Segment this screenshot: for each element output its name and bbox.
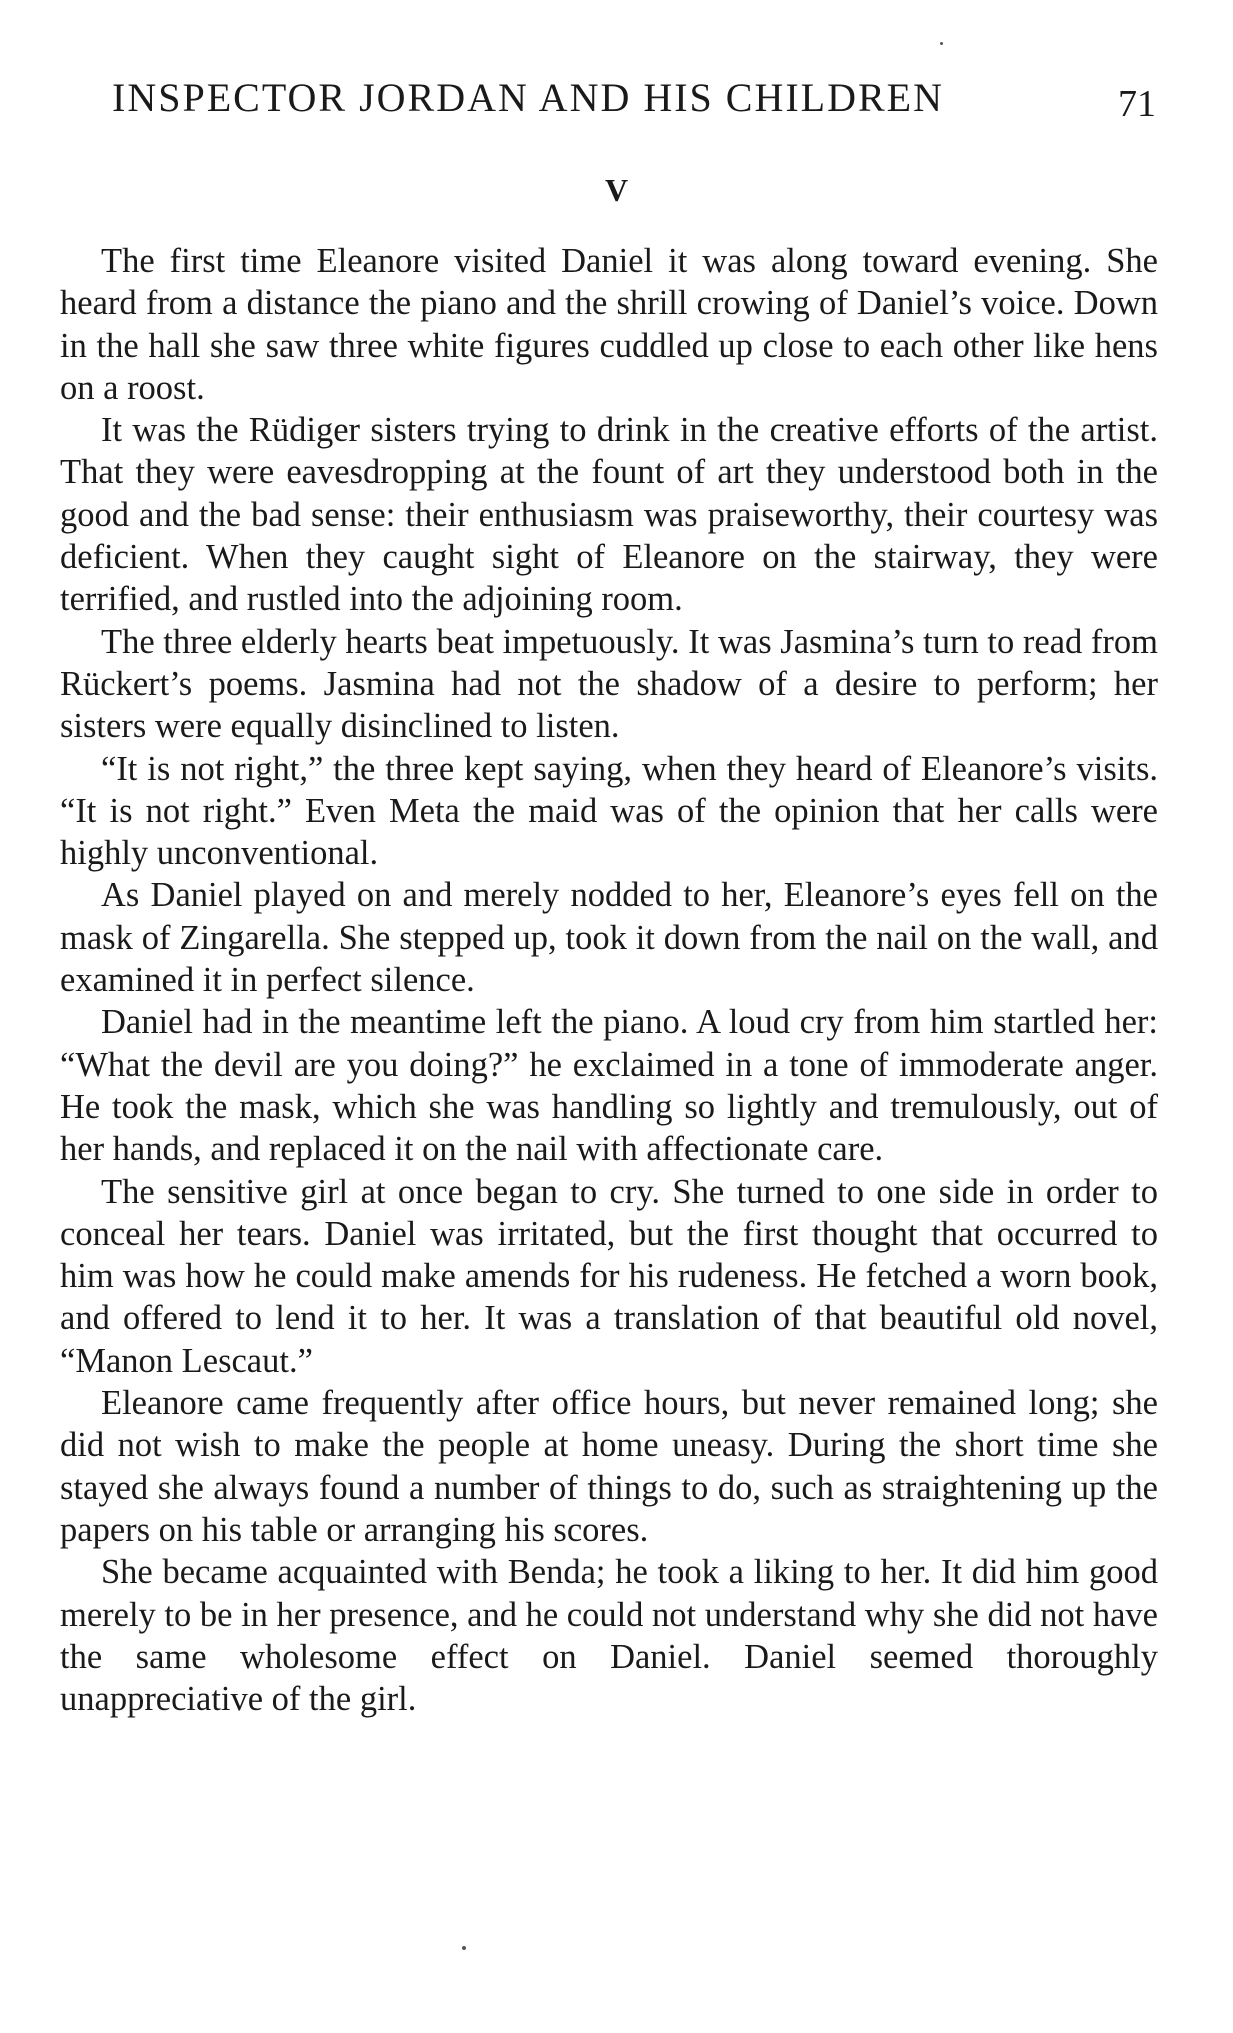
paragraph: The first time Eleanore visited Daniel it was along toward evening. She heard from a distance the piano and the shrill crowing of Daniel’s voice. Down in the hall she saw three white figures cuddled up close to each other like hens on a roost. [60,242,1158,407]
ink-speck [462,1946,466,1950]
paragraph: Daniel had in the meantime left the piano. A loud cry from him startled her: “What the devil are you doing?” he exclaimed in a tone of immoderate anger. He took the mask, which she was handling so lightly and tremulously, out of her hands, and replaced it on the nail with affectionate care. [60,1003,1158,1169]
running-head-title: INSPECTOR JORDAN AND HIS CHILDREN [112,75,944,120]
paragraph: The three elderly hearts beat impetuously. It was Jasmina’s turn to read from Rückert’s poems. Jasmina had not the shadow of a desire to perform; her sisters were equally disinclined to listen. [60,622,1158,746]
body-text [60,240,1158,1720]
paragraph: The sensitive girl at once began to cry. She turned to one side in order to conceal her tears. Daniel was irritated, but the first thought that occurred to him was how he could make amends for his rudeness. He fetched a worn book, and offered to lend it to her. It was a translation of that beautiful old novel, “Manon Lescaut.” [60,1172,1158,1380]
ink-speck [940,42,943,45]
paragraph: She became acquainted with Benda; he took a liking to her. It did him good merely to be in her presence, and he could not understand why she did not have the same wholesome effect on Daniel. Daniel seemed thoroughly unappreciative of the girl. [60,1553,1158,1719]
paragraph: As Daniel played on and merely nodded to her, Eleanore’s eyes fell on the mask of Zingarella. She stepped up, took it down from the nail on the wall, and examined it in perfect silence. [60,876,1158,1000]
paragraph: “It is not right,” the three kept saying, when they heard of Eleanore’s visits. “It is not right.” Even Meta the maid was of the opinion that her calls were highly unconventional. [60,749,1158,873]
section-number: V [604,172,629,208]
page-number: 71 [1118,83,1156,125]
paragraph: Eleanore came frequently after office hours, but never remained long; she did not wish to make the people at home uneasy. During the short time she stayed she always found a number of things to do, such as straightening up the papers on his table or arranging his scores. [60,1384,1158,1549]
paragraph: It was the Rüdiger sisters trying to drink in the creative efforts of the artist. That they were eavesdropping at the fount of art they understood both in the good and the bad sense: their enthusiasm was praiseworthy, their courtesy was deficient. When they caught sight of Eleanore on the stairway, they were terrified, and rustled into the adjoining room. [60,411,1158,619]
